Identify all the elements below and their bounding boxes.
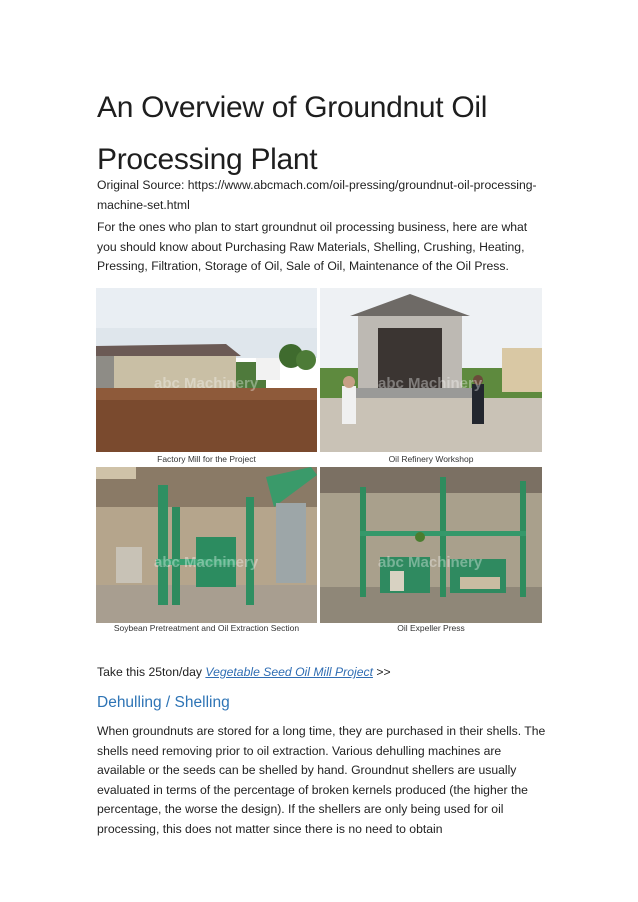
take-prefix: Take this 25ton/day [97, 665, 206, 679]
photo-refinery-workshop [320, 288, 542, 464]
title-line-2: Processing Plant [97, 143, 318, 176]
watermark-logo: abc Machinery [378, 375, 483, 392]
page-title [97, 82, 567, 186]
watermark-logo: abc Machinery [154, 375, 259, 392]
caption-refinery-workshop: Oil Refinery Workshop [388, 454, 474, 464]
intro-paragraph: For the ones who plan to start groundnut oil processing business, here are what you should know about Purchasing Raw Materials, Shelling, Crushing, Heating, Pressing, Filtration, Storage of Oil, Sale of Oil, Maintenance of the Oil Press. [97, 220, 528, 273]
watermark-logo: abc Machinery [378, 554, 483, 571]
photo-expeller-press [320, 467, 542, 636]
watermark-logo: abc Machinery [154, 554, 259, 571]
photo-pretreatment [96, 467, 317, 636]
dehulling-paragraph: When groundnuts are stored for a long time, they are purchased in their shells. The shells need removing prior to oil extraction. Various dehulling machines are available or the seeds can be shelled by hand. Groundnut shellers are usually evaluated in terms of the percentage of broken kernels produced (the higher the percentage, the worse the design). If the shellers are only being used for oil processing, this does not matter since there is no need to obtain [97, 724, 546, 836]
caption-factory-mill: Factory Mill for the Project [157, 454, 256, 464]
project-link[interactable]: Vegetable Seed Oil Mill Project [205, 665, 373, 679]
take-project-line [97, 663, 547, 683]
photo-factory-mill [96, 288, 317, 464]
factory-mill-image [96, 288, 317, 452]
refinery-workshop-image [320, 288, 542, 452]
title-line-1: An Overview of Groundnut Oil [97, 91, 488, 124]
expeller-press-image [320, 467, 542, 623]
caption-expeller-press: Oil Expeller Press [397, 623, 465, 633]
pretreatment-image [96, 467, 317, 623]
take-suffix: >> [372, 665, 391, 679]
original-source: Original Source: https://www.abcmach.com/oil-pressing/groundnut-oil-processing-machine-set.html [97, 178, 537, 212]
section-heading-dehulling: Dehulling / Shelling [97, 694, 230, 711]
photo-grid [96, 288, 542, 636]
caption-pretreatment: Soybean Pretreatment and Oil Extraction Section [113, 623, 300, 633]
